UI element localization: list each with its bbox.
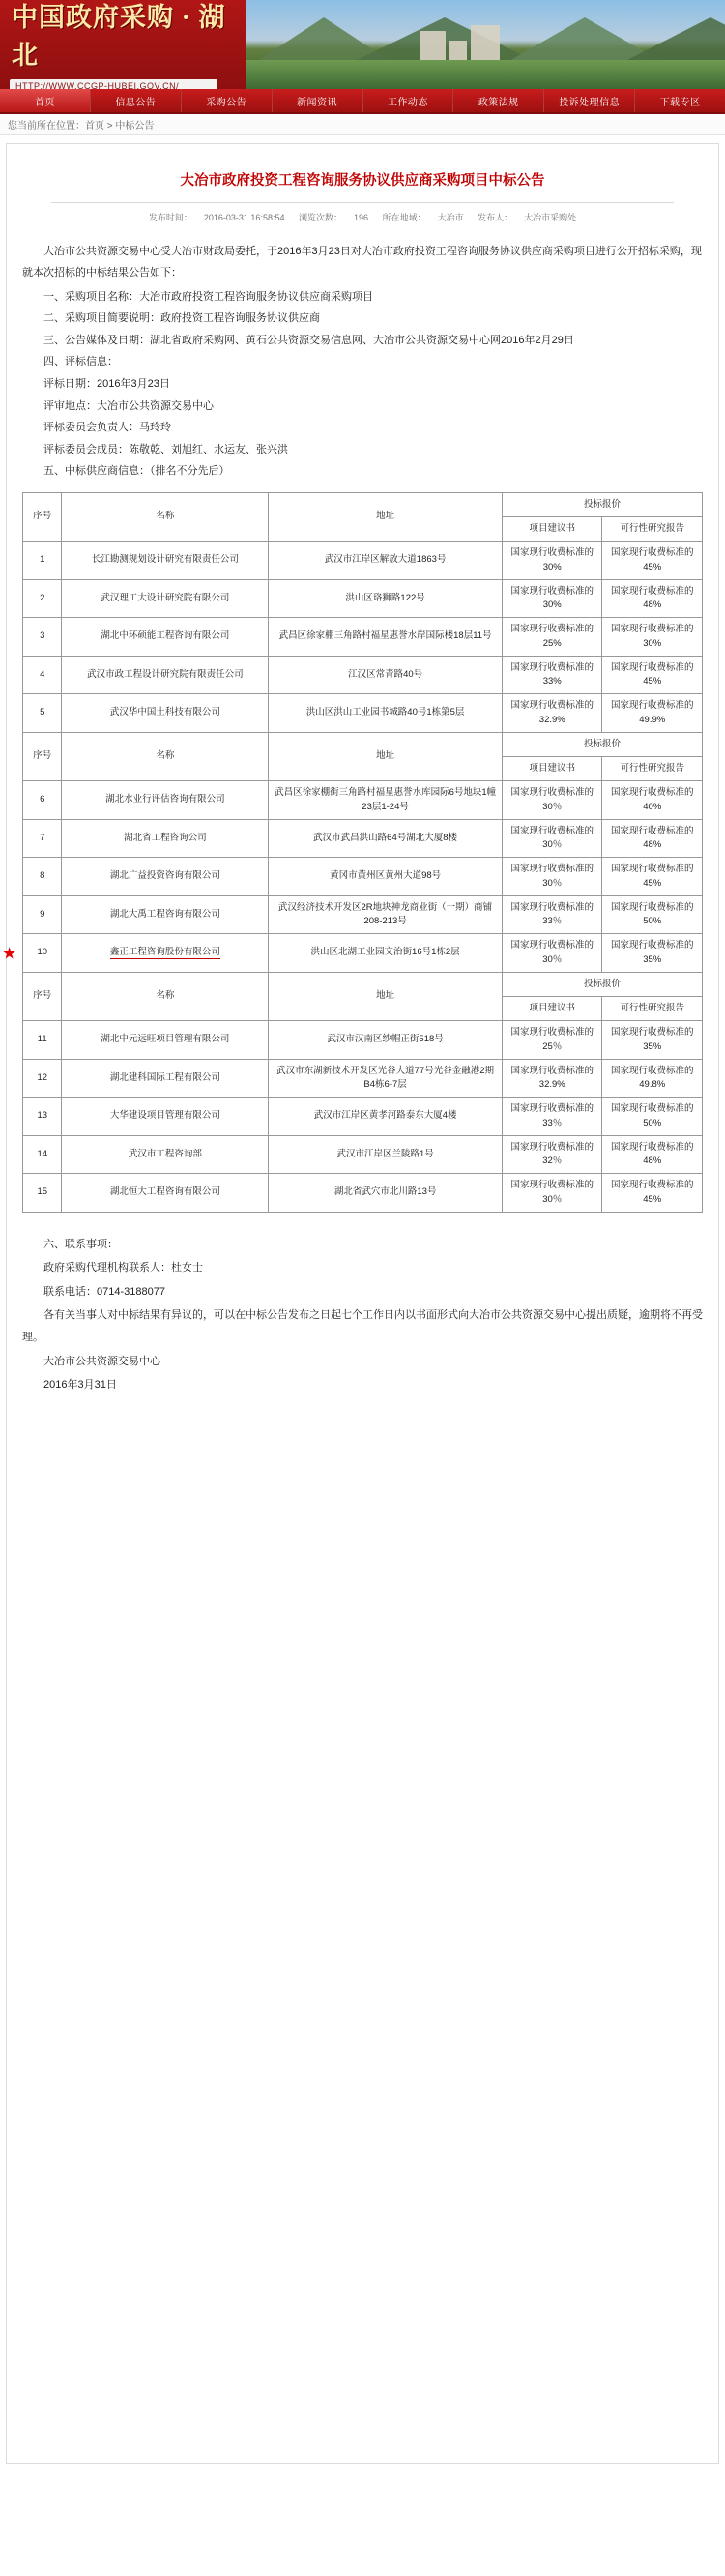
cell-price-feasibility: 国家现行收费标准的50% <box>602 895 703 934</box>
cell-supplier-name: 武汉市工程咨询部 <box>62 1135 269 1174</box>
cell-no: ★ 10 <box>23 934 62 973</box>
cell-no: 9 <box>23 895 62 934</box>
cell-price-proposal: 国家现行收费标准的25％ <box>503 1021 602 1060</box>
paragraph-agency-contact: 政府采购代理机构联系人：杜女士 <box>44 1262 203 1274</box>
paragraph-eval-place: 评审地点：大冶市公共资源交易中心 <box>44 399 214 412</box>
header-no: 序号 <box>23 972 62 1021</box>
cell-price-proposal: 国家现行收费标准的25% <box>503 618 602 657</box>
table-header-row <box>23 972 703 996</box>
table-row <box>23 618 703 657</box>
cell-address: 武汉市东湖新技术开发区光谷大道77号光谷金融港2期B4栋6-7层 <box>269 1059 503 1098</box>
paragraph-section-1: 一、采购项目名称：大冶市政府投资工程咨询服务协议供应商采购项目 <box>44 290 373 303</box>
cell-supplier-name: 大华建设项目管理有限公司 <box>62 1098 269 1136</box>
cell-price-feasibility: 国家现行收费标准的49.8% <box>602 1059 703 1098</box>
cell-price-feasibility: 国家现行收费标准的48% <box>602 1135 703 1174</box>
cell-price-proposal: 国家现行收费标准的30% <box>503 542 602 580</box>
article-container <box>2 143 719 2464</box>
cell-address: 黄冈市黄州区黄州大道98号 <box>269 858 503 896</box>
cell-supplier-name: 湖北广益投资咨询有限公司 <box>62 858 269 896</box>
paragraph-committee-members: 评标委员会成员：陈敬乾、刘旭红、水运友、张兴洪 <box>44 443 288 455</box>
paragraph-section-2: 二、采购项目简要说明：政府投资工程咨询服务协议供应商 <box>44 312 320 325</box>
nav-item-news[interactable]: 新闻资讯 <box>273 89 363 112</box>
site-title: 中国政府采购 · 湖北 <box>12 3 226 70</box>
cell-price-feasibility: 国家现行收费标准的48% <box>602 819 703 858</box>
banner-scenery-image <box>246 0 725 89</box>
table-row <box>23 819 703 858</box>
cell-no: 6 <box>23 781 62 820</box>
publish-time-label: 发布时间： <box>148 212 192 222</box>
winning-suppliers-table <box>2 492 703 1213</box>
table-row <box>23 781 703 820</box>
cell-supplier-name: 鑫正工程咨询股份有限公司 <box>62 934 269 973</box>
cell-supplier-name: 湖北省工程咨询公司 <box>62 819 269 858</box>
cell-no: 12 <box>23 1059 62 1098</box>
cell-price-feasibility: 国家现行收费标准的30% <box>602 618 703 657</box>
cell-supplier-name: 湖北恒大工程咨询有限公司 <box>62 1174 269 1213</box>
cell-price-feasibility: 国家现行收费标准的45% <box>602 542 703 580</box>
cell-price-proposal: 国家现行收费标准的30％ <box>503 858 602 896</box>
cell-address: 洪山区洪山工业园书城路40号1栋第5层 <box>269 694 503 733</box>
header-address: 地址 <box>269 972 503 1021</box>
nav-item-home[interactable]: 首页 <box>0 89 91 112</box>
paragraph-section-5: 五、中标供应商信息：（排名不分先后） <box>44 465 230 478</box>
cell-address: 武汉市江岸区黄孝河路泰东大厦4楼 <box>269 1098 503 1136</box>
nav-item-work[interactable]: 工作动态 <box>363 89 454 112</box>
cell-price-feasibility: 国家现行收费标准的50% <box>602 1098 703 1136</box>
table-row <box>23 656 703 694</box>
cell-no: 14 <box>23 1135 62 1174</box>
paragraph-section-6: 六、联系事项： <box>44 1238 118 1250</box>
cell-address: 武汉经济技术开发区2R地块神龙商业街（一期）商铺208-213号 <box>269 895 503 934</box>
cell-supplier-name: 湖北建科国际工程有限公司 <box>62 1059 269 1098</box>
cell-supplier-name: 湖北中环硕能工程咨询有限公司 <box>62 618 269 657</box>
cell-address: 武汉市江岸区解放大道1863号 <box>269 542 503 580</box>
paragraph-objection: 各有关当事人对中标结果有异议的，可以在中标公告发布之日起七个工作日内以书面形式向大冶市公共资源交易中心提出质疑，逾期将不再受理。 <box>22 1309 703 1343</box>
nav-item-procurement[interactable]: 采购公告 <box>182 89 273 112</box>
cell-price-proposal: 国家现行收费标准的30％ <box>503 819 602 858</box>
table-row <box>23 895 703 934</box>
table-row <box>23 1174 703 1213</box>
cell-price-proposal: 国家现行收费标准的32.9% <box>503 694 602 733</box>
cell-price-feasibility: 国家现行收费标准的45% <box>602 858 703 896</box>
header-price-proposal: 项目建议书 <box>503 997 602 1021</box>
area-value: 大冶市 <box>437 212 464 222</box>
cell-price-feasibility: 国家现行收费标准的45% <box>602 656 703 694</box>
table-row <box>23 1135 703 1174</box>
nav-item-policy[interactable]: 政策法规 <box>453 89 544 112</box>
cell-no: 2 <box>23 579 62 618</box>
paragraph-contact-phone: 联系电话：0714-3188077 <box>44 1285 165 1298</box>
cell-address: 武昌区徐家棚三角路村福星惠誉水岸国际楼18层11号 <box>269 618 503 657</box>
header-no: 序号 <box>23 492 62 542</box>
header-address: 地址 <box>269 492 503 542</box>
nav-item-complaints[interactable]: 投诉处理信息 <box>544 89 635 112</box>
paragraph-eval-date: 评标日期：2016年3月23日 <box>44 378 170 391</box>
cell-price-feasibility: 国家现行收费标准的35% <box>602 1021 703 1060</box>
table-row <box>23 1098 703 1136</box>
paragraph-committee-head: 评标委员会负责人：马玲玲 <box>44 422 171 434</box>
table-row <box>23 579 703 618</box>
cell-address: 湖北省武穴市北川路13号 <box>269 1174 503 1213</box>
header-price-feasibility: 可行性研究报告 <box>602 517 703 542</box>
nav-item-notice[interactable]: 信息公告 <box>91 89 182 112</box>
decorative-mountain-icon <box>624 17 725 62</box>
cell-price-proposal: 国家现行收费标准的33% <box>503 656 602 694</box>
cell-price-feasibility: 国家现行收费标准的45% <box>602 1174 703 1213</box>
header-address: 地址 <box>269 732 503 781</box>
table-row <box>23 1021 703 1060</box>
area-label: 所在地域： <box>382 212 426 222</box>
decorative-field <box>246 60 725 89</box>
cell-price-proposal: 国家现行收费标准的32.9% <box>503 1059 602 1098</box>
cell-price-proposal: 国家现行收费标准的33％ <box>503 1098 602 1136</box>
cell-no: 3 <box>23 618 62 657</box>
cell-no: 11 <box>23 1021 62 1060</box>
cell-supplier-name: 长江勘测规划设计研究有限责任公司 <box>62 542 269 580</box>
table-row <box>23 1059 703 1098</box>
cell-address: 武汉市江岸区兰陵路1号 <box>269 1135 503 1174</box>
publisher-label: 发布人： <box>478 212 513 222</box>
cell-no: 15 <box>23 1174 62 1213</box>
cell-no: 1 <box>23 542 62 580</box>
cell-price-proposal: 国家现行收费标准的30% <box>503 579 602 618</box>
paragraph-section-3: 三、公告媒体及日期：湖北省政府采购网、黄石公共资源交易信息网、大冶市公共资源交易中心网2016年2月29日 <box>44 334 574 346</box>
paragraph-signature-date: 2016年3月31日 <box>44 1379 117 1391</box>
cell-price-feasibility: 国家现行收费标准的49.9% <box>602 694 703 733</box>
table-row <box>23 542 703 580</box>
header-price-feasibility: 可行性研究报告 <box>602 997 703 1021</box>
header-price-group: 投标报价 <box>503 972 703 996</box>
header-price-group: 投标报价 <box>503 492 703 516</box>
cell-supplier-name: 湖北大禹工程咨询有限公司 <box>62 895 269 934</box>
cell-supplier-name: 武汉华中国土科技有限公司 <box>62 694 269 733</box>
cell-supplier-name: 湖北水业行评估咨询有限公司 <box>62 781 269 820</box>
cell-price-proposal: 国家现行收费标准的32％ <box>503 1135 602 1174</box>
cell-price-feasibility: 国家现行收费标准的48% <box>602 579 703 618</box>
table-row <box>23 858 703 896</box>
article-meta <box>22 211 703 223</box>
cell-address: 江汉区常青路40号 <box>269 656 503 694</box>
cell-address: 武昌区徐家棚街三角路村福星惠誉水库园际6号地块1幢23层1-24号 <box>269 781 503 820</box>
header-name: 名称 <box>62 972 269 1021</box>
decorative-building-icon <box>420 31 446 64</box>
cell-address: 洪山区珞狮路122号 <box>269 579 503 618</box>
publisher-value: 大冶市采购处 <box>524 212 577 222</box>
header-no: 序号 <box>23 732 62 781</box>
breadcrumb <box>0 114 725 135</box>
table-row <box>23 694 703 733</box>
table-row <box>23 934 703 973</box>
cell-price-proposal: 国家现行收费标准的30％ <box>503 934 602 973</box>
paragraph-intro: 大冶市公共资源交易中心受大冶市财政局委托，于2016年3月23日对大冶市政府投资工程咨询服务协议供应商采购项目进行公开招标采购，现就本次招标的中标结果公告如下： <box>22 245 702 279</box>
cell-supplier-name: 湖北中元远旺项目管理有限公司 <box>62 1021 269 1060</box>
cell-no: 8 <box>23 858 62 896</box>
views-label: 浏览次数： <box>298 212 342 222</box>
header-price-proposal: 项目建议书 <box>503 517 602 542</box>
header-name: 名称 <box>62 492 269 542</box>
nav-item-downloads[interactable]: 下载专区 <box>659 97 701 108</box>
article-body <box>22 241 703 483</box>
paragraph-signature-org: 大冶市公共资源交易中心 <box>44 1355 160 1367</box>
cell-supplier-name: 武汉理工大设计研究院有限公司 <box>62 579 269 618</box>
cell-supplier-name: 武汉市政工程设计研究院有限责任公司 <box>62 656 269 694</box>
star-marker-icon: ★ <box>2 944 17 963</box>
cell-price-feasibility: 国家现行收费标准的35% <box>602 934 703 973</box>
cell-price-proposal: 国家现行收费标准的30％ <box>503 1174 602 1213</box>
article-tail <box>22 1234 703 1396</box>
header-price-group: 投标报价 <box>503 732 703 756</box>
views-value: 196 <box>354 212 369 222</box>
header-price-feasibility: 可行性研究报告 <box>602 757 703 781</box>
cell-address: 洪山区北湖工业园文治街16号1栋2层 <box>269 934 503 973</box>
header-name: 名称 <box>62 732 269 781</box>
decorative-building-icon <box>471 25 500 64</box>
cell-price-proposal: 国家现行收费标准的30％ <box>503 781 602 820</box>
main-navigation[interactable] <box>0 89 725 114</box>
table-header-row <box>23 492 703 516</box>
site-banner <box>0 0 725 89</box>
publish-time-value: 2016-03-31 16:58:54 <box>203 212 285 222</box>
table-header-row <box>23 732 703 756</box>
header-price-proposal: 项目建议书 <box>503 757 602 781</box>
site-url: HTTP://WWW.CCGP-HUBEI.GOV.CN/ <box>10 79 218 89</box>
paragraph-section-4: 四、评标信息： <box>44 356 118 368</box>
cell-address: 武汉市武昌洪山路64号湖北大厦8楼 <box>269 819 503 858</box>
cell-no: 7 <box>23 819 62 858</box>
cell-address: 武汉市汉南区纱帽正街518号 <box>269 1021 503 1060</box>
banner-logo-block[interactable] <box>0 0 246 89</box>
cell-price-feasibility: 国家现行收费标准的40% <box>602 781 703 820</box>
page-title: 大冶市政府投资工程咨询服务协议供应商采购项目中标公告 <box>180 173 545 189</box>
cell-no: 13 <box>23 1098 62 1136</box>
cell-no: 4 <box>23 656 62 694</box>
title-divider <box>51 202 674 203</box>
cell-no: 5 <box>23 694 62 733</box>
breadcrumb-text: 您当前所在位置：首页 > 中标公告 <box>8 121 155 132</box>
cell-price-proposal: 国家现行收费标准的33％ <box>503 895 602 934</box>
